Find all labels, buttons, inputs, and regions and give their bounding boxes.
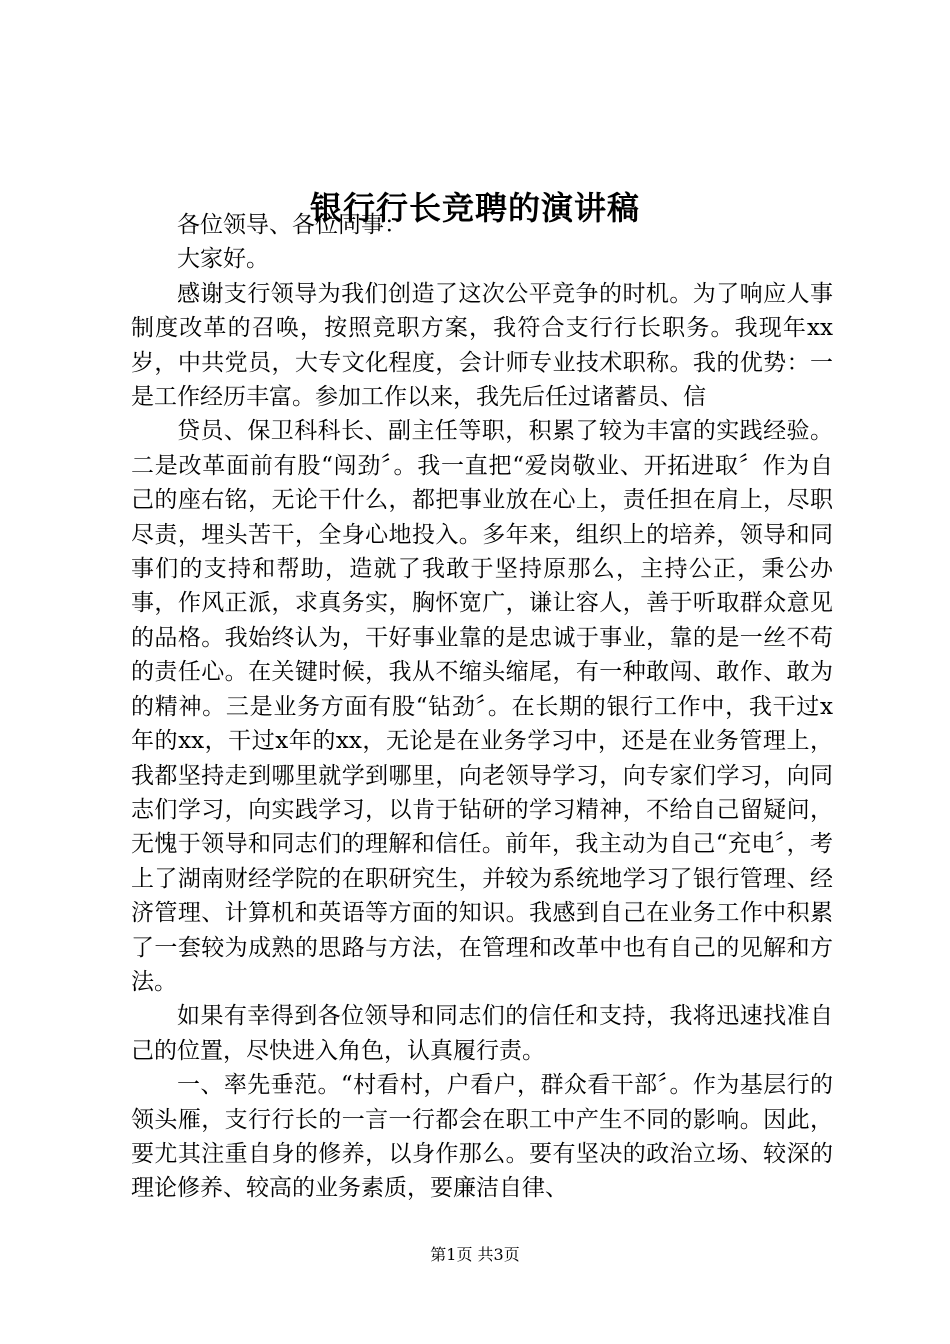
document-title: 银行行长竞聘的演讲稿 <box>309 189 640 227</box>
intro-paragraph: 感谢支行领导为我们创造了这次公平竞争的时机。为了响应人事制度改革的召唤，按照竞职方案，我符合支行行长职务。我现年xx岁，中共党员，大专文化程度，会计师专业技术职称。我的优势：一是工作经历丰富。参加工作以来，我先后任过诸蓄员、信 <box>131 280 833 411</box>
greeting-paragraph: 各位领导、各位同事： <box>177 212 407 238</box>
page-number-footer: 第1页 共3页 <box>430 1245 520 1264</box>
experience-paragraph: 贷员、保卫科科长、副主任等职，积累了较为丰富的实践经验。二是改革面前有股“闯劲〞。我一直把“爱岗敬业、开拓进取〞作为自己的座右铭，无论干什么，都把事业放在心上，责任担在肩上，尽职尽责，埋头苦干，全身心地投入。多年来，组织上的培养，领导和同事们的支持和帮助，造就了我敢于坚持原那么，主持公正，秉公办事，作风正派，求真务实，胸怀宽广，谦让容人，善于听取群众意见的品格。我始终认为，干好事业靠的是忠诚于事业，靠的是一丝不苟的责任心。在关键时候，我从不缩头缩尾，有一种敢闯、敢作、敢为的精神。三是业务方面有股“钻劲〞。在长期的银行工作中，我干过x年的xx，干过x年的xx，无论是在业务学习中，还是在业务管理上，我都坚持走到哪里就学到哪里，向老领导学习，向专家们学习，向同志们学习，向实践学习，以肯于钻研的学习精神，不给自己留疑问，无愧于领导和同志们的理解和信任。前年，我主动为自己“充电〞，考上了湖南财经学院的在职研究生，并较为系统地学习了银行管理、经济管理、计算机和英语等方面的知识。我感到自己在业务工作中积累了一套较为成熟的思路与方法，在管理和改革中也有自己的见解和方法。 <box>131 418 833 995</box>
document-body <box>131 208 833 1206</box>
commitment-paragraph: 如果有幸得到各位领导和同志们的信任和支持，我将迅速找准自己的位置，尽快进入角色，认真履行责。 <box>131 1003 833 1064</box>
lead-by-example-paragraph: 一、率先垂范。“村看村，户看户，群众看干部〞。作为基层行的领头雁，支行行长的一言一行都会在职工中产生不同的影响。因此，要尤其注重自身的修养，以身作那么。要有坚决的政治立场、较深的理论修养、较高的业务素质，要廉洁自律、 <box>131 1072 833 1202</box>
hello-paragraph: 大家好。 <box>177 246 269 273</box>
